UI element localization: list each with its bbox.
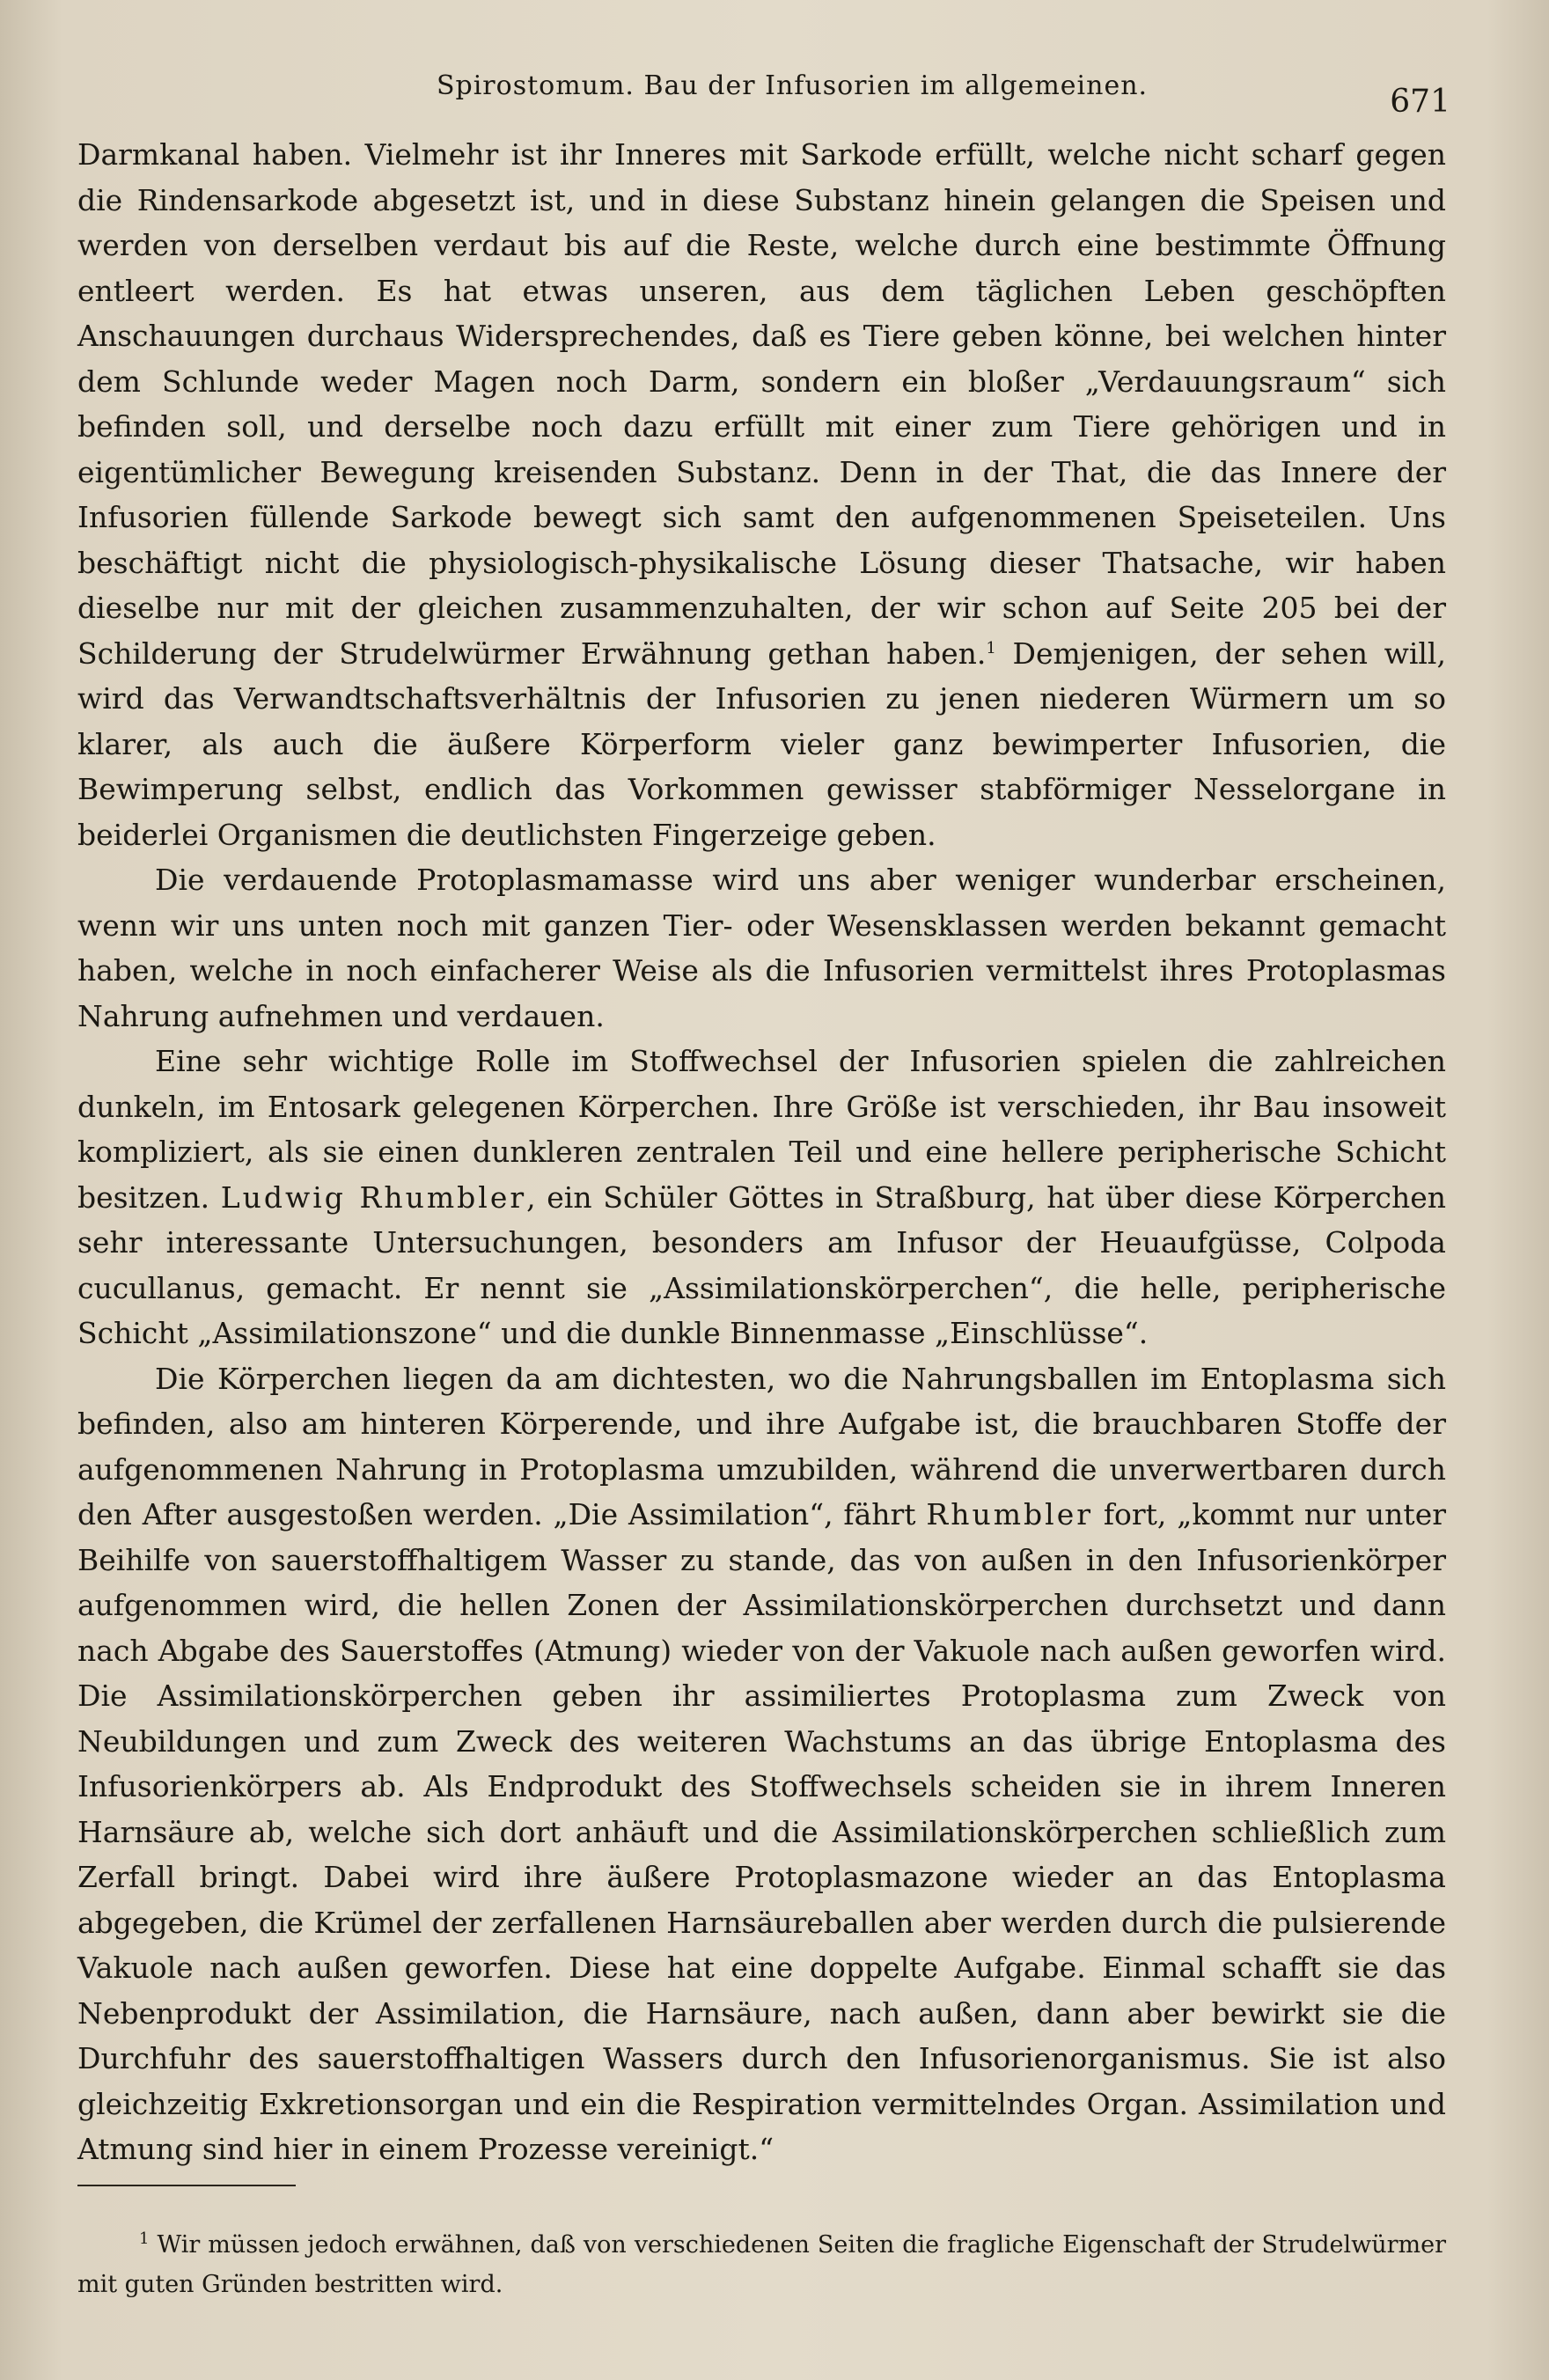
paragraph-text-continued: Demjenigen, der sehen will, wird das Verwandtschaftsverhältnis der Infusorien zu jenen niederen Würmern um so klarer, als auch die äußere Körperform vieler ganz bewimperter Infusorien, die Bewimperung selbst, endlich das Vorkommen gewisser stabförmiger Nesselorgane in beiderlei Organismen die deutlichsten Fingerzeige geben.	[77, 635, 1446, 852]
running-head	[123, 69, 1461, 121]
footnote	[77, 2225, 1446, 2304]
footnote-divider	[77, 2185, 296, 2186]
paragraph-text: Die Körperchen liegen da am dichtesten, wo die Nahrungsballen im Entoplasma sich befinden, also am hinteren Körperende, und ihre Aufgabe ist, die brauchbaren Stoffe der aufgenommenen Nahrung in Protoplasma umzubilden, während die unverwertbaren durch den After ausgestoßen werden. „Die Assimilation“, fährt	[77, 1361, 1446, 1532]
paragraph-3	[77, 1039, 1446, 1356]
paragraph-text-continued: , ein Schüler Göttes in Straßburg, hat über diese Körperchen sehr interessante Untersuchungen, besonders am Infusor der Heuaufgüsse, Colpoda cucullanus, gemacht. Er nennt sie „Assimilationskörperchen“, die helle, peripherische Schicht „Assimilationszone“ und die dunkle Binnenmasse „Einschlüsse“.	[77, 1179, 1446, 1350]
footnote-reference: 1	[986, 638, 996, 657]
paragraph-text: Eine sehr wichtige Rolle im Stoffwechsel der Infusorien spielen die zahlreichen dunkeln, im Entosark gelegenen Körperchen. Ihre Größe ist verschieden, ihr Bau insoweit kompliziert, als sie einen dunkleren zentralen Teil und eine hellere peripherische Schicht besitzen.	[77, 1044, 1446, 1215]
footnote-marker: 1	[139, 2229, 150, 2248]
paragraph-2: Die verdauende Protoplasmamasse wird uns aber weniger wunderbar erscheinen, wenn wir uns unten noch mit ganzen Tier- oder Wesensklassen werden bekannt gemacht haben, welche in noch einfacherer Weise als die Infusorien vermittelst ihres Protoplasmas Nahrung aufnehmen und verdauen.	[77, 863, 1446, 1033]
paragraph-4	[77, 1356, 1446, 2172]
body-text	[77, 132, 1446, 2172]
person-name: Ludwig Rhumbler	[220, 1179, 527, 1215]
page-number: 671	[1390, 84, 1450, 120]
paragraph-text: Darmkanal haben. Vielmehr ist ihr Inneres mit Sarkode erfüllt, welche nicht scharf gegen die Rindensarkode abgesetzt ist, und in diese Substanz hinein gelangen die Speisen und werden von derselben verdaut bis auf die Reste, welche durch eine bestimmte Öffnung entleert werden. Es hat etwas unseren, aus dem täglichen Leben geschöpften Anschauungen durchaus Widersprechendes, daß es Tiere geben könne, bei welchen hinter dem Schlunde weder Magen noch Darm, sondern ein bloßer „Verdauungsraum“ sich befinden soll, und derselbe noch dazu erfüllt mit einer zum Tiere gehörigen und in eigentümlicher Bewegung kreisenden Substanz. Denn in der That, die das Innere der Infusorien füllende Sarkode bewegt sich samt den aufgenommenen Speiseteilen. Uns beschäftigt nicht die physiologisch-physikalische Lösung dieser Thatsache, wir haben dieselbe nur mit der gleichen zusammenzuhalten, der wir schon auf Seite 205 bei der Schilderung der Strudelwürmer Erwähnung gethan haben.	[77, 137, 1446, 671]
paragraph-1	[77, 132, 1446, 857]
paragraph-text-continued: fort, „kommt nur unter Beihilfe von sauerstoffhaltigem Wasser zu stande, das von außen in den Infusorienkörper aufgenommen wird, die hellen Zonen der Assimilationskörperchen durchsetzt und dann nach Abgabe des Sauerstoffes (Atmung) wieder von der Vakuole nach außen geworfen wird. Die Assimilationskörperchen geben ihr assimiliertes Protoplasma zum Zweck von Neubildungen und zum Zweck des weiteren Wachstums an das übrige Entoplasma des Infusorienkörpers ab. Als Endprodukt des Stoffwechsels scheiden sie in ihrem Inneren Harnsäure ab, welche sich dort anhäuft und die Assimilationskörperchen schließlich zum Zerfall bringt. Dabei wird ihre äußere Protoplasmazone wieder an das Entoplasma abgegeben, die Krümel der zerfallenen Harnsäureballen aber werden durch die pulsierende Vakuole nach außen geworfen. Diese hat eine doppelte Aufgabe. Einmal schafft sie das Nebenprodukt der Assimilation, die Harnsäure, nach außen, dann aber bewirkt sie die Durchfuhr des sauerstoffhaltigen Wassers durch den Infusorienorganismus. Sie ist also gleichzeitig Exkretionsorgan und ein die Respiration vermittelndes Organ. Assimilation und Atmung sind hier in einem Prozesse vereinigt.“	[77, 1497, 1446, 2166]
running-title: Spirostomum. Bau der Infusorien im allgemeinen.	[436, 70, 1149, 101]
person-name: Rhumbler	[926, 1497, 1094, 1532]
footnote-text: Wir müssen jedoch erwähnen, daß von verschiedenen Seiten die fragliche Eigenschaft der Strudelwürmer mit guten Gründen bestritten wird.	[77, 2231, 1446, 2298]
